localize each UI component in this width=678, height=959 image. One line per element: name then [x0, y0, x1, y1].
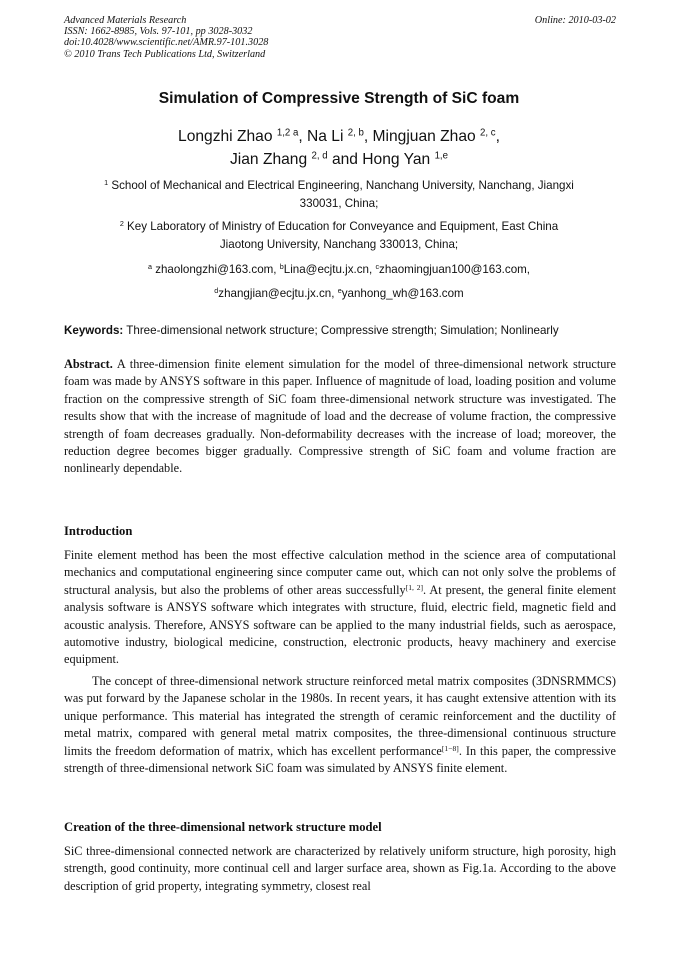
- affiliation-text: Jiaotong University, Nanchang 330013, China;: [219, 238, 459, 251]
- author-list: [0, 125, 678, 171]
- affiliation-text: 330031, China;: [299, 197, 379, 210]
- affiliation-text: Key Laboratory of Ministry of Education for Conveyance and Equipment, East China: [123, 220, 559, 233]
- author-affil-mark: 2, c: [480, 127, 496, 139]
- email-address: zhaomingjuan100@163.com,: [379, 263, 531, 276]
- author-name: Longzhi Zhao: [178, 128, 273, 145]
- author-line-2: [0, 148, 678, 171]
- author-affil-mark: 1,e: [434, 150, 448, 162]
- email-mark: c: [375, 262, 380, 272]
- online-date: Online: 2010-03-02: [534, 15, 616, 26]
- intro-paragraph-2: [64, 673, 616, 777]
- affiliation-mark: 1: [104, 178, 109, 188]
- author-name: and Hong Yan: [327, 151, 431, 168]
- journal-header: [64, 15, 616, 60]
- keywords-label: Keywords:: [64, 324, 124, 337]
- email-mark: a: [147, 262, 152, 272]
- keywords: [64, 324, 616, 337]
- author-line-1: [0, 125, 678, 148]
- intro-paragraph-1: [64, 547, 616, 669]
- section-heading-creation: Creation of the three-dimensional network structure model: [64, 820, 382, 834]
- paragraph-text: The concept of three-dimensional network structure reinforced metal matrix composites (3DNSRMMCS) was put forward by the Japanese scholar in the 1980s. In recent years, it has caught extensive attention with its unique performance. This material has integrated the strength of ceramic reinforcement and the ductility of metal matrix, compared with general metal matrix composites, the three-dimensional continuous structure limits the freedom deformation of matrix, which has excellent performance: [64, 674, 616, 758]
- abstract-text: A three-dimension finite element simulation for the model of three-dimensional network structure foam was made by ANSYS software in this paper. Influence of magnitude of load, loading position and volume fraction on the compressive strength of SiC foam three-dimensional network structure was investigated. The results show that with the increase of magnitude of load and the decrease of volume fraction, the compressive strength of foam decreases gradually. Non-deformability decreases with the increase of load; moreover, the reduction degree becomes bigger gradually. Compressive strength of SiC foam and volume fraction are nonlinearly dependable.: [64, 357, 616, 476]
- email-line-1: [0, 261, 678, 279]
- author-name: Jian Zhang: [230, 151, 308, 168]
- keywords-text: Three-dimensional network structure; Compressive strength; Simulation; Nonlinearly: [123, 324, 559, 337]
- affiliation-2: [0, 218, 678, 254]
- section-heading-introduction: Introduction: [64, 524, 133, 538]
- author-name: , Na Li: [298, 128, 344, 145]
- paragraph-text: Finite element method has been the most effective calculation method in the science area of computational mechanics and computational engineering since computer came out, which can not only solve the problems of structural analysis, but also the problems of other areas successfully: [64, 548, 616, 597]
- journal-name: Advanced Materials Research: [64, 15, 187, 26]
- abstract-label: Abstract.: [64, 357, 113, 371]
- citation: [1, 2]: [405, 582, 424, 592]
- email-line-2: [0, 285, 678, 303]
- copyright-line: © 2010 Trans Tech Publications Ltd, Switzerland: [64, 48, 266, 60]
- affiliation-mark: 2: [119, 219, 124, 229]
- email-address: Lina@ecjtu.jx.cn,: [283, 263, 376, 276]
- email-mark: e: [337, 286, 342, 296]
- issn-line: ISSN: 1662-8985, Vols. 97-101, pp 3028-3032: [64, 26, 253, 38]
- author-name: , Mingjuan Zhao: [363, 128, 476, 145]
- email-mark: d: [214, 286, 219, 296]
- affiliation-text: School of Mechanical and Electrical Engineering, Nanchang University, Nanchang, Jiangxi: [108, 179, 574, 192]
- paper-title: Simulation of Compressive Strength of SiC foam: [158, 90, 520, 107]
- paragraph-text: . In this paper, the compressive strength of three-dimensional network SiC foam was simulated by ANSYS finite element.: [64, 743, 616, 776]
- author-affil-mark: 1,2 a: [276, 127, 299, 139]
- affiliation-1: [0, 177, 678, 213]
- author-separator: ,: [495, 128, 500, 145]
- paragraph-text: . At present, the general finite element analysis software is ANSYS software which integrates with structure, fluid, electric field, magnetic field and acoustic analysis. Therefore, ANSYS software can be applied to the many industrial fields, such as aerospace, automotive industry, biological medicine, construction, electronic products, heavy machinery and exercise equipment.: [64, 582, 616, 667]
- author-affil-mark: 2, d: [311, 150, 328, 162]
- email-address: zhangjian@ecjtu.jx.cn,: [218, 287, 338, 300]
- email-address: zhaolongzhi@163.com,: [151, 263, 280, 276]
- creation-paragraph-1: SiC three-dimensional connected network are characterized by relatively uniform structure, high porosity, high strength, good continuity, more continual cell and larger surface area, shown as Fig.1a. According to the above description of grid property, integrating symmetry, closest real: [64, 844, 616, 893]
- email-mark: b: [279, 262, 284, 272]
- abstract: [64, 356, 616, 478]
- citation: [1−8]: [441, 743, 459, 753]
- email-address: yanhong_wh@163.com: [341, 287, 464, 300]
- doi-line: doi:10.4028/www.scientific.net/AMR.97-101.3028: [64, 37, 269, 49]
- author-affil-mark: 2, b: [347, 127, 364, 139]
